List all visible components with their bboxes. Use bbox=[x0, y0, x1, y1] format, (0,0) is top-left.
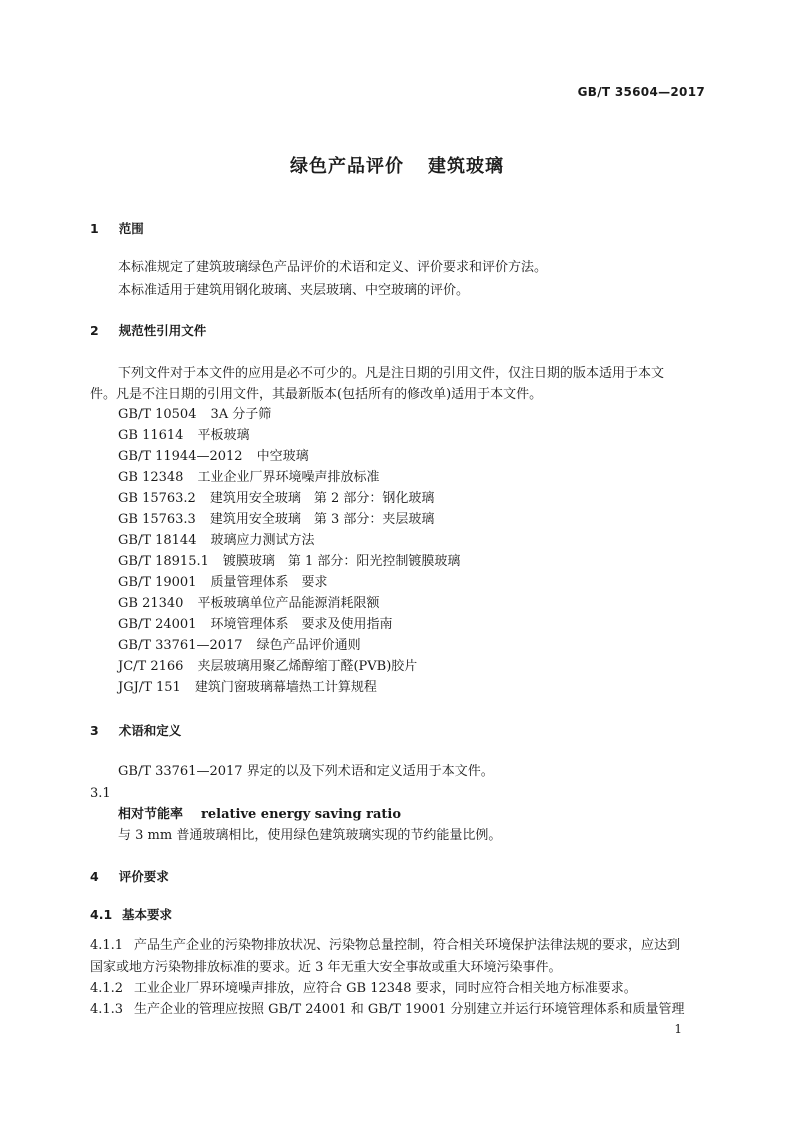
reference-title: 工业企业厂界环境噪声排放标准 bbox=[197, 470, 380, 485]
clause-4-1-3 bbox=[90, 1000, 684, 1020]
reference-code: GB 15763.3 bbox=[118, 512, 196, 527]
reference-code: GB 15763.2 bbox=[118, 491, 196, 506]
clause-number: 4.1.2 bbox=[90, 981, 124, 996]
reference-title: 建筑门窗玻璃幕墙热工计算规程 bbox=[194, 680, 377, 695]
title-part-2: 建筑玻璃 bbox=[428, 156, 504, 177]
term-chinese: 相对节能率 bbox=[118, 807, 184, 822]
reference-item bbox=[118, 636, 361, 656]
section-1-heading bbox=[90, 219, 144, 239]
reference-item bbox=[118, 531, 315, 551]
section-title: 范围 bbox=[118, 221, 144, 236]
subsection-number: 4.1 bbox=[90, 907, 113, 922]
reference-code: GB/T 19001 bbox=[118, 575, 197, 590]
reference-item bbox=[118, 447, 309, 467]
clause-number: 4.1.3 bbox=[90, 1002, 124, 1017]
clause-text: 产品生产企业的污染物排放状况、污染物总量控制，符合相关环境保护法律法规的要求，应达到 bbox=[134, 938, 681, 953]
title-part-1: 绿色产品评价 bbox=[290, 156, 404, 177]
reference-item bbox=[118, 426, 249, 446]
clause-continuation: 国家或地方污染物排放标准的要求。近 3 年无重大安全事故或重大环境污染事件。 bbox=[90, 960, 562, 975]
reference-title: 建筑用安全玻璃 第 2 部分：钢化玻璃 bbox=[209, 491, 435, 506]
reference-code: GB/T 18144 bbox=[118, 533, 197, 548]
reference-code: GB/T 10504 bbox=[118, 407, 197, 422]
reference-code: GB 12348 bbox=[118, 470, 184, 485]
reference-title: 绿色产品评价通则 bbox=[256, 638, 361, 653]
reference-code: GB/T 11944—2012 bbox=[118, 449, 243, 464]
reference-title: 玻璃应力测试方法 bbox=[210, 533, 315, 548]
document-title bbox=[0, 152, 794, 178]
reference-title: 镀膜玻璃 第 1 部分：阳光控制镀膜玻璃 bbox=[222, 554, 461, 569]
paragraph: 本标准适用于建筑用钢化玻璃、夹层玻璃、中空玻璃的评价。 bbox=[118, 283, 470, 298]
section-title: 评价要求 bbox=[118, 869, 169, 884]
section-4-heading bbox=[90, 867, 169, 887]
page-number: 1 bbox=[674, 1022, 682, 1036]
standard-number: GB/T 35604—2017 bbox=[577, 85, 705, 99]
reference-item bbox=[118, 657, 417, 677]
subsection-4-1-heading bbox=[90, 905, 172, 925]
paragraph: GB/T 33761—2017 界定的以及下列术语和定义适用于本文件。 bbox=[118, 764, 494, 779]
reference-item bbox=[118, 468, 379, 488]
reference-title: 中空玻璃 bbox=[256, 449, 309, 464]
reference-item bbox=[118, 510, 434, 530]
reference-code: JC/T 2166 bbox=[118, 659, 184, 674]
term-english: relative energy saving ratio bbox=[201, 807, 401, 822]
reference-item bbox=[118, 678, 377, 698]
paragraph: 下列文件对于本文件的应用是必不可少的。凡是注日期的引用文件，仅注日期的版本适用于本文 bbox=[118, 366, 665, 381]
reference-item bbox=[118, 552, 460, 572]
reference-item bbox=[118, 573, 328, 593]
reference-item bbox=[118, 615, 393, 635]
paragraph-continuation: 件。凡是不注日期的引用文件，其最新版本(包括所有的修改单)适用于本文件。 bbox=[90, 387, 543, 402]
reference-item bbox=[118, 594, 379, 614]
reference-code: GB/T 24001 bbox=[118, 617, 197, 632]
section-number: 3 bbox=[90, 723, 99, 738]
reference-title: 平板玻璃 bbox=[197, 428, 250, 443]
reference-item bbox=[118, 489, 434, 509]
subsection-title: 基本要求 bbox=[122, 907, 173, 922]
paragraph: 本标准规定了建筑玻璃绿色产品评价的术语和定义、评价要求和评价方法。 bbox=[118, 260, 548, 275]
reference-title: 平板玻璃单位产品能源消耗限额 bbox=[197, 596, 380, 611]
clause-text: 工业企业厂界环境噪声排放，应符合 GB 12348 要求，同时应符合相关地方标准要求。 bbox=[134, 981, 637, 996]
reference-code: GB 11614 bbox=[118, 428, 184, 443]
reference-code: GB/T 18915.1 bbox=[118, 554, 209, 569]
section-number: 4 bbox=[90, 869, 99, 884]
reference-code: JGJ/T 151 bbox=[118, 680, 181, 695]
reference-title: 建筑用安全玻璃 第 3 部分：夹层玻璃 bbox=[209, 512, 435, 527]
section-title: 规范性引用文件 bbox=[118, 323, 207, 338]
term-definition: 与 3 mm 普通玻璃相比，使用绿色建筑玻璃实现的节约能量比例。 bbox=[118, 828, 502, 843]
section-2-heading bbox=[90, 321, 206, 341]
section-3-heading bbox=[90, 721, 181, 741]
section-number: 2 bbox=[90, 323, 99, 338]
term-entry bbox=[118, 805, 401, 825]
reference-code: GB 21340 bbox=[118, 596, 184, 611]
clause-text: 生产企业的管理应按照 GB/T 24001 和 GB/T 19001 分别建立并运行环境管理体系和质量管理 bbox=[134, 1002, 685, 1017]
clause-number: 4.1.1 bbox=[90, 938, 124, 953]
reference-item bbox=[118, 405, 271, 425]
reference-title: 环境管理体系 要求及使用指南 bbox=[210, 617, 393, 632]
clause-4-1-2 bbox=[90, 979, 637, 999]
reference-title: 夹层玻璃用聚乙烯醇缩丁醛(PVB)胶片 bbox=[197, 659, 418, 674]
reference-title: 3A 分子筛 bbox=[210, 407, 272, 422]
reference-title: 质量管理体系 要求 bbox=[210, 575, 328, 590]
section-number: 1 bbox=[90, 221, 99, 236]
reference-code: GB/T 33761—2017 bbox=[118, 638, 243, 653]
term-number: 3.1 bbox=[90, 786, 111, 801]
section-title: 术语和定义 bbox=[118, 723, 182, 738]
clause-4-1-1 bbox=[90, 936, 680, 956]
